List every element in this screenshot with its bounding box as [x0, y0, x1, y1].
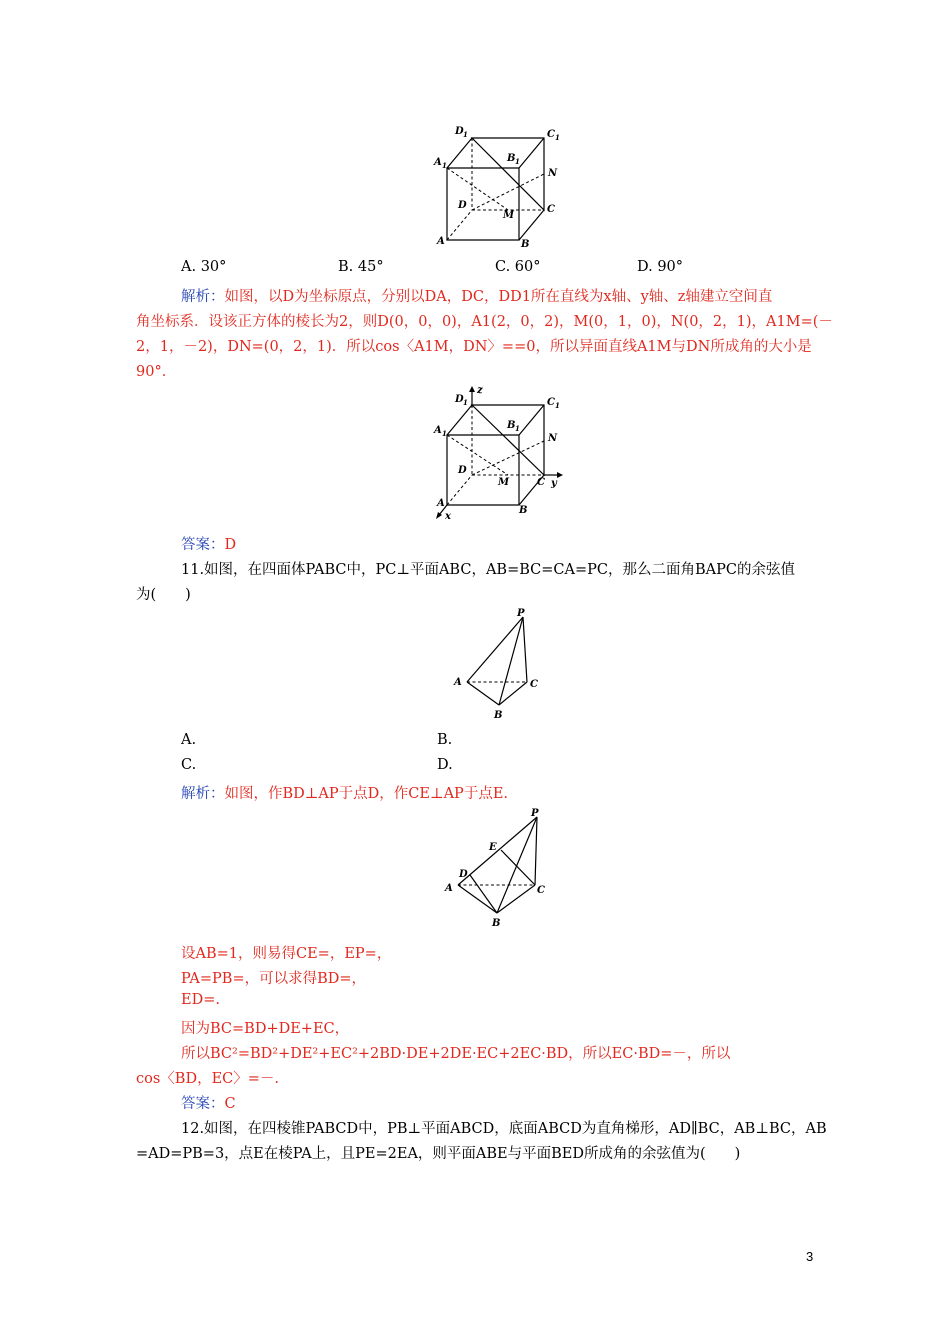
label-m: M — [498, 477, 510, 488]
cube-figure-1 — [425, 120, 575, 255]
q10-solution-line-1: 解析：如图，以D为坐标原点，分别以DA，DC，DD1所在直线为x轴、y轴、z轴建立空间直 — [181, 289, 773, 305]
q11-option-b: B. — [437, 732, 453, 748]
label-a: A — [445, 883, 453, 894]
label-c: C — [547, 204, 555, 215]
q11-stem-line-1: 11.如图，在四面体PABC中，PC⊥平面ABC，AB=BC=CA=PC，那么二面角BAPC的余弦值 — [181, 562, 795, 578]
label-c1: C — [547, 397, 555, 408]
q11-solution-line-5: 因为BC=BD+DE+EC， — [181, 1021, 350, 1037]
q11-option-c: C. — [181, 757, 197, 773]
q10-solution-line-3: 2，1，－2)，DN=(0，2，1)．所以cos〈A1M，DN〉==0，所以异面直线A1M与DN所成角的大小是 — [136, 339, 812, 355]
cube-figure-2 — [425, 385, 575, 523]
axis-z-label: z — [477, 385, 483, 396]
label-a1: A — [434, 425, 442, 436]
svg-text:1: 1 — [463, 130, 468, 139]
label-n: N — [548, 168, 558, 179]
svg-text:1: 1 — [442, 161, 447, 170]
svg-text:1: 1 — [442, 429, 447, 438]
axis-x-label: x — [445, 511, 451, 522]
tetrahedron-figure-1 — [445, 605, 555, 723]
label-b1: B — [507, 153, 516, 164]
label-a: A — [437, 236, 445, 247]
label-b1: B — [507, 420, 516, 431]
q11-option-d: D. — [437, 757, 453, 773]
option-d: D. 90° — [637, 259, 684, 275]
q11-solution-line-2: 设AB=1，则易得CE=，EP=， — [181, 946, 392, 962]
label-a1: A — [434, 157, 442, 168]
svg-text:1: 1 — [555, 401, 560, 410]
q10-solution-line-2: 角坐标系．设该正方体的棱长为2，则D(0，0，0)，A1(2，0，2)，M(0，1，0)，N(0，2，1)，A1M=(－ — [136, 314, 833, 330]
q10-answer: 答案：D — [181, 537, 237, 553]
q12-stem-line-1: 12.如图，在四棱锥PABCD中，PB⊥平面ABCD，底面ABCD为直角梯形，AD∥BC，AB⊥BC，AB — [181, 1121, 827, 1137]
q11-solution-line-6: 所以BC²=BD²+DE²+EC²+2BD·DE+2DE·EC+2EC·BD，所以EC·BD=－，所以 — [181, 1046, 731, 1062]
q10-solution-line-4: 90°． — [136, 364, 177, 380]
svg-text:1: 1 — [555, 133, 560, 142]
label-n: N — [548, 433, 558, 444]
option-b: B. 45° — [338, 259, 384, 275]
label-e: E — [489, 842, 497, 853]
label-b: B — [521, 239, 530, 250]
label-b: B — [492, 918, 501, 929]
svg-text:1: 1 — [463, 398, 468, 407]
label-d: D — [458, 465, 467, 476]
label-c: C — [537, 885, 545, 896]
q11-solution-line-4: ED=. — [181, 992, 220, 1008]
tetrahedron-figure-2 — [440, 805, 560, 930]
axis-y-label: y — [551, 478, 557, 489]
svg-text:1: 1 — [515, 424, 520, 433]
label-d1: D — [455, 394, 464, 405]
label-p: P — [517, 608, 525, 619]
label-b: B — [519, 505, 528, 516]
label-d1: D — [455, 126, 464, 137]
label-b: B — [494, 710, 503, 721]
svg-text:1: 1 — [515, 157, 520, 166]
label-m: M — [503, 210, 515, 221]
option-c: C. 60° — [495, 259, 541, 275]
q11-stem-line-2: 为( ) — [136, 587, 191, 603]
label-a: A — [437, 498, 445, 509]
label-c: C — [530, 679, 538, 690]
label-a: A — [454, 677, 462, 688]
label-p: P — [531, 808, 539, 819]
label-c: C — [537, 477, 545, 488]
label-c1: C — [547, 129, 555, 140]
q11-answer: 答案：C — [181, 1096, 236, 1112]
label-d: D — [458, 200, 467, 211]
q11-option-a: A. — [181, 732, 197, 748]
option-a: A. 30° — [181, 259, 227, 275]
q11-solution-line-3: PA=PB=，可以求得BD=， — [181, 971, 367, 987]
q11-solution-line-1: 解析：如图，作BD⊥AP于点D，作CE⊥AP于点E. — [181, 786, 509, 802]
q12-stem-line-2: =AD=PB=3，点E在棱PA上，且PE=2EA，则平面ABE与平面BED所成角的余弦值为( ) — [136, 1146, 741, 1162]
page-number: 3 — [806, 1249, 814, 1264]
q11-solution-line-7: cos〈BD，EC〉=－. — [136, 1071, 280, 1087]
label-d: D — [459, 869, 468, 880]
